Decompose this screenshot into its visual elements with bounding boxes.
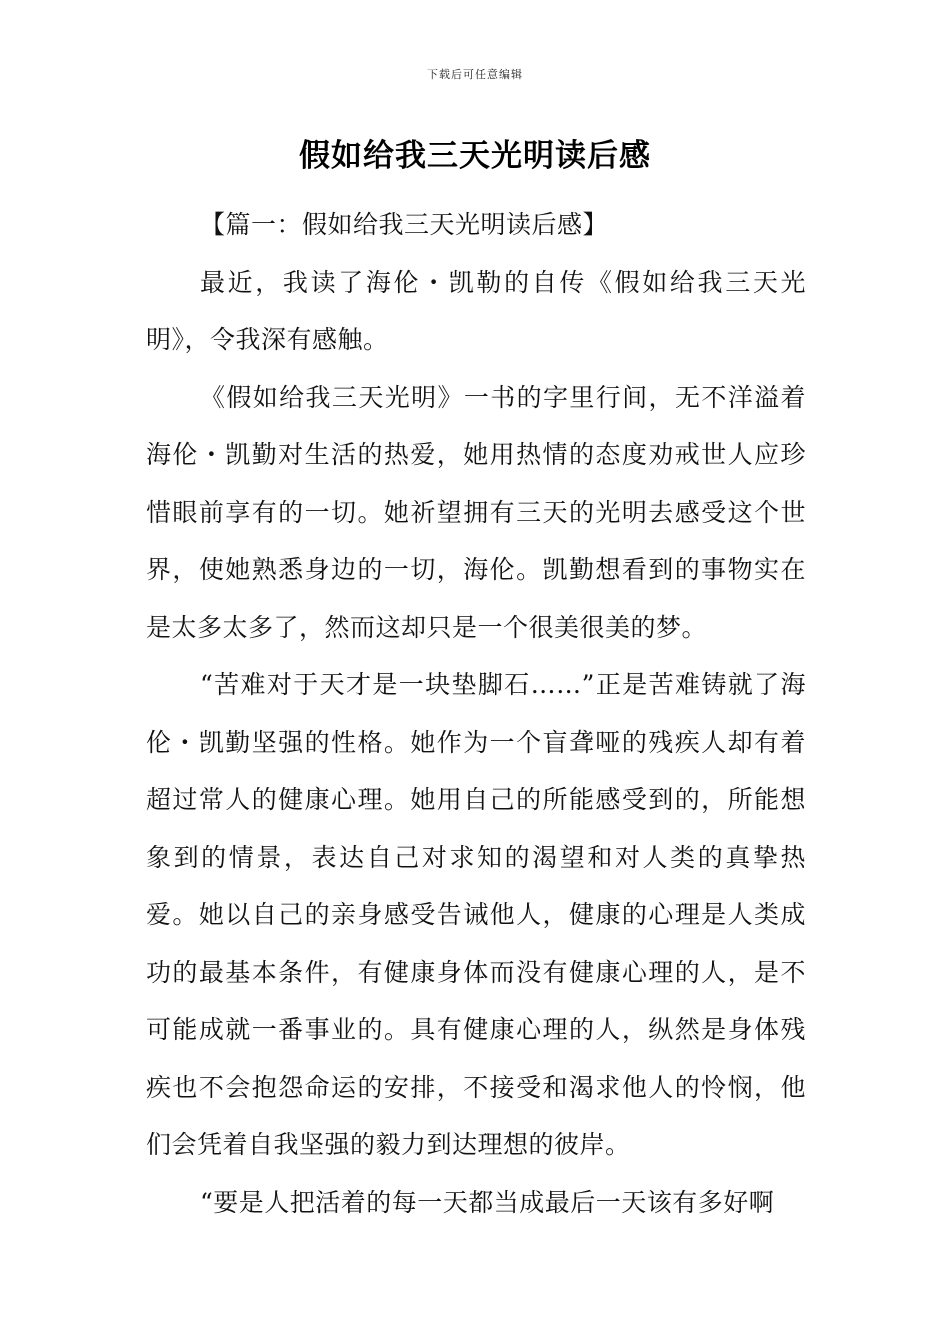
document-title: 假如给我三天光明读后感	[299, 138, 651, 174]
section-heading: 【篇一：假如给我三天光明读后感】	[200, 210, 609, 239]
paragraph: 《假如给我三天光明》一书的字里行间，无不洋溢着海伦・凯勤对生活的热爱，她用热情的态度劝戒世人应珍惜眼前享有的一切。她祈望拥有三天的光明去感受这个世界，使她熟悉身边的一切，海伦。凯勤想看到的事物实在是太多太多了，然而这却只是一个很美很美的梦。	[146, 382, 806, 642]
paragraph: “要是人把活着的每一天都当成最后一天该有多好啊	[200, 1187, 775, 1217]
paragraph: 最近，我读了海伦・凯勒的自传《假如给我三天光明》，令我深有感触。	[146, 267, 806, 354]
paragraph: “苦难对于天才是一块垫脚石……”正是苦难铸就了海伦・凯勤坚强的性格。她作为一个盲聋哑的残疾人却有着超过常人的健康心理。她用自己的所能感受到的，所能想象到的情景，表达自己对求知的渴望和对人类的真挚热爱。她以自己的亲身感受告诫他人，健康的心理是人类成功的最基本条件，有健康身体而没有健康心理的人，是不可能成就一番事业的。具有健康心理的人，纵然是身体残疾也不会抱怨命运的安排，不接受和渴求他人的怜悯，他们会凭着自我坚强的毅力到达理想的彼岸。	[146, 670, 806, 1159]
document-body	[146, 196, 806, 1231]
header-note: 下载后可任意编辑	[427, 68, 523, 81]
